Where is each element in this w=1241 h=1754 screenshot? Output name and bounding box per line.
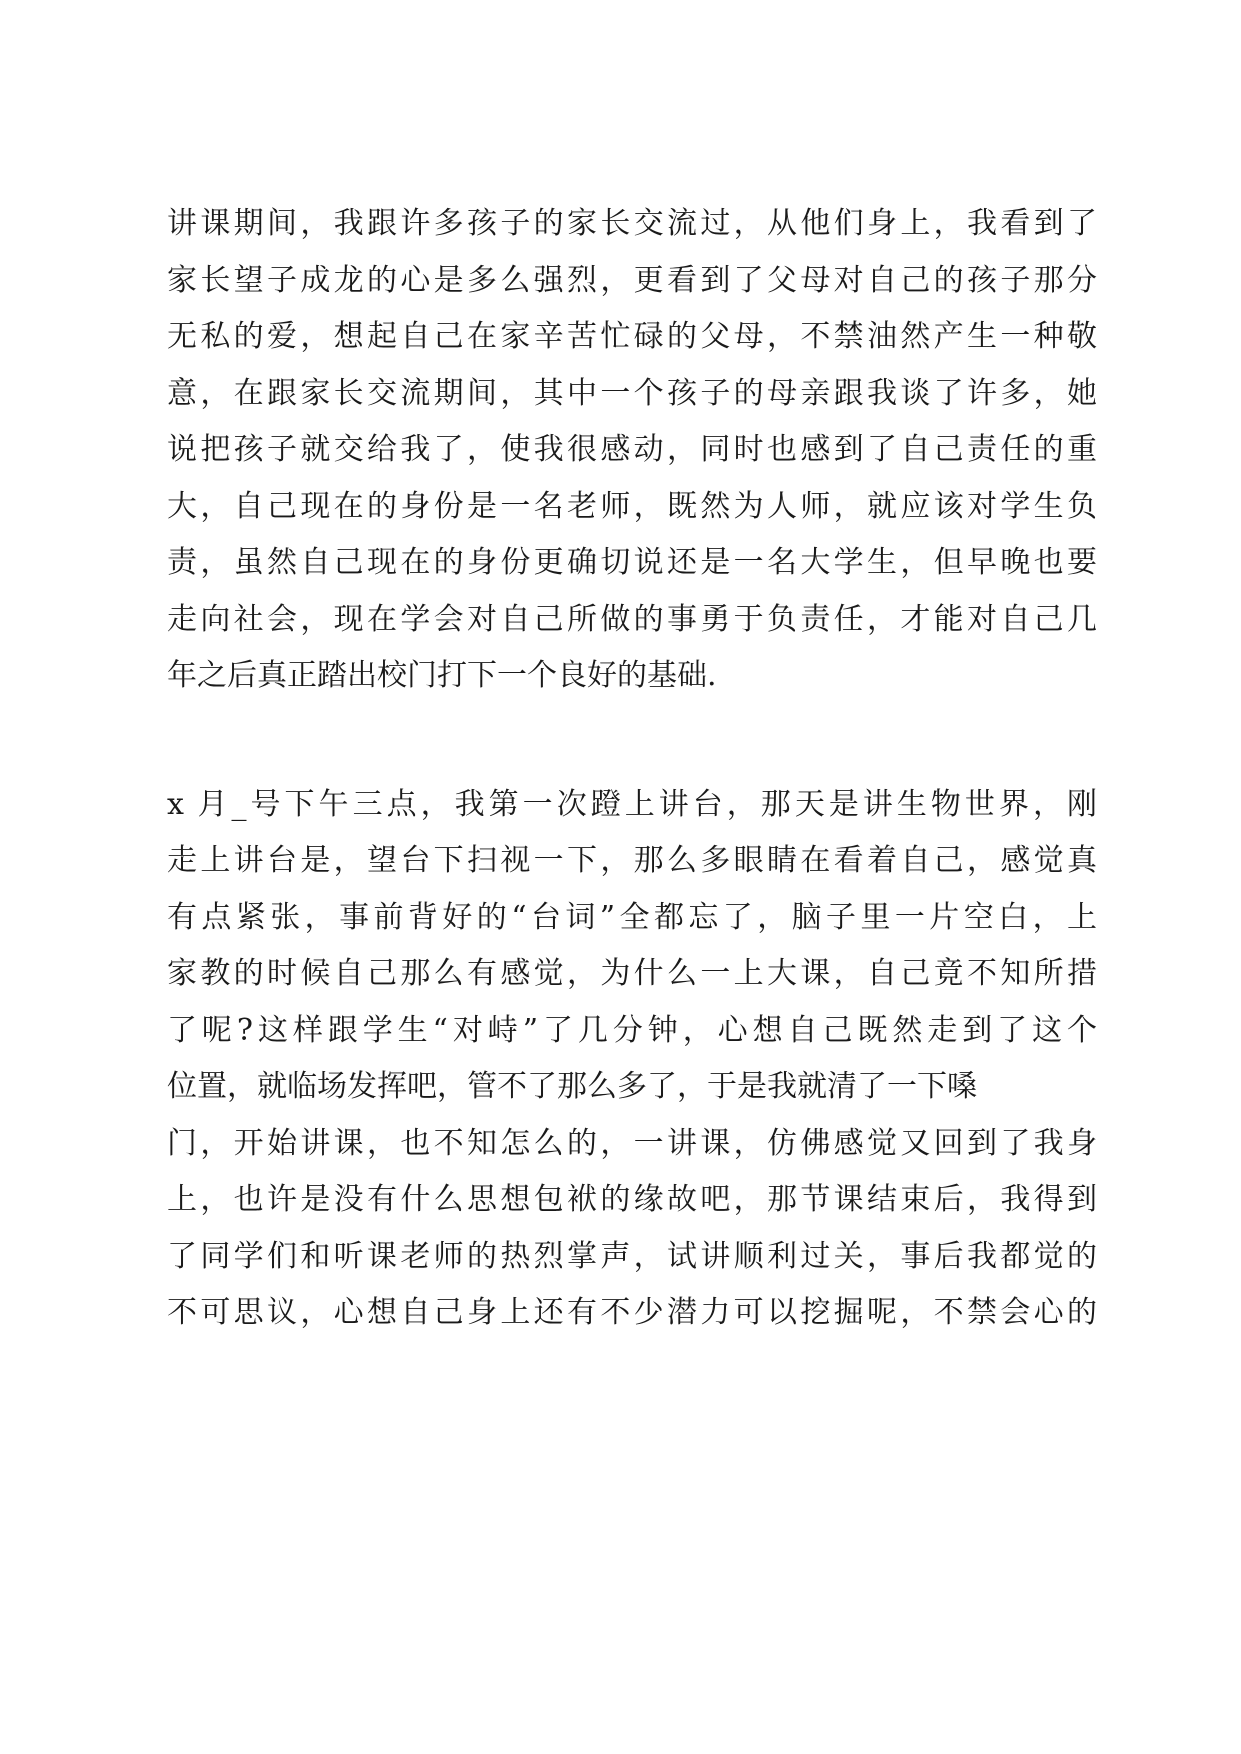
paragraph-line: 不可思议，心想自己身上还有不少潜力可以挖掘呢，不禁会心的 (167, 1295, 1097, 1330)
paragraph-line: 意，在跟家长交流期间，其中一个孩子的母亲跟我谈了许多，她 (167, 376, 1097, 411)
paragraph-line: 无私的爱，想起自己在家辛苦忙碌的父母，不禁油然产生一种敬 (167, 319, 1097, 354)
paragraph-line: 门，开始讲课，也不知怎么的，一讲课，仿佛感觉又回到了我身 (167, 1126, 1097, 1161)
paragraph-line: 了同学们和听课老师的热烈掌声，试讲顺利过关，事后我都觉的 (167, 1239, 1097, 1274)
paragraph-line: 走向社会，现在学会对自己所做的事勇于负责任，才能对自己几 (167, 602, 1097, 637)
paragraph-line: 位置，就临场发挥吧，管不了那么多了，于是我就清了一下嗓 (167, 1069, 977, 1104)
paragraph-line: 走上讲台是，望台下扫视一下，那么多眼睛在看着自己，感觉真 (167, 843, 1097, 878)
paragraph-line: 有点紧张，事前背好的“台词”全都忘了，脑子里一片空白，上 (167, 900, 1097, 935)
paragraph-line: 责，虽然自己现在的身份更确切说还是一名大学生，但早晚也要 (167, 545, 1097, 580)
paragraph-line: 上，也许是没有什么思想包袱的缘故吧，那节课结束后，我得到 (167, 1182, 1097, 1217)
paragraph-line: 家长望子成龙的心是多么强烈，更看到了父母对自己的孩子那分 (167, 263, 1097, 298)
paragraph-line: 了呢?这样跟学生“对峙”了几分钟，心想自己既然走到了这个 (167, 1013, 1097, 1048)
paragraph-line: 说把孩子就交给我了，使我很感动，同时也感到了自己责任的重 (167, 432, 1097, 467)
paragraph-line: 家教的时候自己那么有感觉，为什么一上大课，自己竟不知所措 (167, 956, 1097, 991)
paragraph-line: x 月_号下午三点，我第一次蹬上讲台，那天是讲生物世界，刚 (167, 787, 1097, 822)
paragraph-line: 大，自己现在的身份是一名老师，既然为人师，就应该对学生负 (167, 489, 1097, 524)
paragraph-line: 年之后真正踏出校门打下一个良好的基础. (167, 658, 717, 693)
paragraph-line: 讲课期间，我跟许多孩子的家长交流过，从他们身上，我看到了 (167, 206, 1097, 241)
